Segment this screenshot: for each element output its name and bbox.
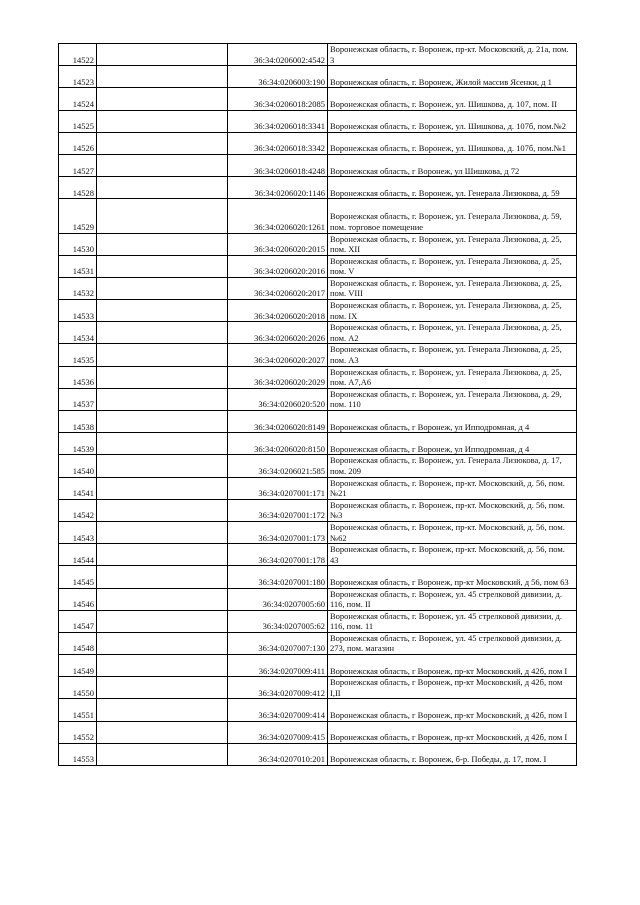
empty-cell bbox=[97, 233, 228, 255]
empty-cell bbox=[97, 499, 228, 521]
table-row bbox=[59, 721, 577, 743]
table-row bbox=[59, 66, 577, 88]
cadastral-number-cell: 36:34:0207005:60 bbox=[228, 588, 328, 610]
empty-cell bbox=[97, 455, 228, 477]
table-row bbox=[59, 132, 577, 154]
cadastral-number-cell: 36:34:0207001:180 bbox=[228, 566, 328, 588]
empty-cell bbox=[97, 477, 228, 499]
table-row bbox=[59, 199, 577, 233]
table-row bbox=[59, 88, 577, 110]
table-row bbox=[59, 388, 577, 410]
table-row bbox=[59, 277, 577, 299]
table-row bbox=[59, 743, 577, 765]
cadastral-number-cell: 36:34:0206020:2016 bbox=[228, 255, 328, 277]
table-row bbox=[59, 177, 577, 199]
table-row bbox=[59, 499, 577, 521]
cadastral-number-cell: 36:34:0207009:412 bbox=[228, 677, 328, 699]
table-row bbox=[59, 233, 577, 255]
table-row bbox=[59, 455, 577, 477]
cadastral-number-cell: 36:34:0206020:2026 bbox=[228, 322, 328, 344]
empty-cell bbox=[97, 521, 228, 543]
cadastral-number-cell: 36:34:0206020:1261 bbox=[228, 199, 328, 233]
cadastral-number-cell: 36:34:0206020:8150 bbox=[228, 433, 328, 455]
row-number-cell: 14537 bbox=[59, 388, 97, 410]
row-number-cell: 14532 bbox=[59, 277, 97, 299]
row-number-cell: 14523 bbox=[59, 66, 97, 88]
address-cell: Воронежская область, г Воронеж, пр-кт Московский, д 42б, пом I bbox=[328, 655, 577, 677]
address-cell: Воронежская область, г. Воронеж, ул. Генерала Лизюкова, д. 25, пом. А3 bbox=[328, 344, 577, 366]
cadastral-number-cell: 36:34:0206020:2029 bbox=[228, 366, 328, 388]
table-row bbox=[59, 366, 577, 388]
table-row bbox=[59, 411, 577, 433]
row-number-cell: 14525 bbox=[59, 110, 97, 132]
cadastral-number-cell: 36:34:0207009:411 bbox=[228, 655, 328, 677]
empty-cell bbox=[97, 677, 228, 699]
empty-cell bbox=[97, 132, 228, 154]
table-row bbox=[59, 521, 577, 543]
cadastral-number-cell: 36:34:0206020:1146 bbox=[228, 177, 328, 199]
row-number-cell: 14526 bbox=[59, 132, 97, 154]
empty-cell bbox=[97, 610, 228, 632]
row-number-cell: 14536 bbox=[59, 366, 97, 388]
row-number-cell: 14548 bbox=[59, 632, 97, 654]
address-cell: Воронежская область, г. Воронеж, ул. Генерала Лизюкова, д. 25, пом. IX bbox=[328, 300, 577, 322]
address-cell: Воронежская область, г. Воронеж, ул. Генерала Лизюкова, д. 59, пом. торговое помещение bbox=[328, 199, 577, 233]
cadastral-number-cell: 36:34:0206018:4248 bbox=[228, 154, 328, 176]
empty-cell bbox=[97, 66, 228, 88]
row-number-cell: 14528 bbox=[59, 177, 97, 199]
empty-cell bbox=[97, 632, 228, 654]
registry-table bbox=[58, 43, 577, 766]
empty-cell bbox=[97, 655, 228, 677]
empty-cell bbox=[97, 566, 228, 588]
address-cell: Воронежская область, г. Воронеж, ул. Генерала Лизюкова, д. 25, пом. VIII bbox=[328, 277, 577, 299]
empty-cell bbox=[97, 277, 228, 299]
empty-cell bbox=[97, 88, 228, 110]
row-number-cell: 14551 bbox=[59, 699, 97, 721]
address-cell: Воронежская область, г Воронеж, пр-кт Московский, д 56, пом 63 bbox=[328, 566, 577, 588]
empty-cell bbox=[97, 721, 228, 743]
row-number-cell: 14533 bbox=[59, 300, 97, 322]
cadastral-number-cell: 36:34:0207001:178 bbox=[228, 544, 328, 566]
row-number-cell: 14531 bbox=[59, 255, 97, 277]
cadastral-number-cell: 36:34:0206020:8149 bbox=[228, 411, 328, 433]
address-cell: Воронежская область, г Воронеж, пр-кт Московский, д 42б, пом I bbox=[328, 699, 577, 721]
row-number-cell: 14547 bbox=[59, 610, 97, 632]
empty-cell bbox=[97, 388, 228, 410]
cadastral-number-cell: 36:34:0206003:190 bbox=[228, 66, 328, 88]
empty-cell bbox=[97, 199, 228, 233]
table-row bbox=[59, 588, 577, 610]
cadastral-number-cell: 36:34:0207001:173 bbox=[228, 521, 328, 543]
empty-cell bbox=[97, 411, 228, 433]
address-cell: Воронежская область, г Воронеж, ул Шишкова, д 72 bbox=[328, 154, 577, 176]
row-number-cell: 14550 bbox=[59, 677, 97, 699]
row-number-cell: 14527 bbox=[59, 154, 97, 176]
empty-cell bbox=[97, 366, 228, 388]
address-cell: Воронежская область, г. Воронеж, ул. Шишкова, д. 107, пом. II bbox=[328, 88, 577, 110]
empty-cell bbox=[97, 322, 228, 344]
row-number-cell: 14534 bbox=[59, 322, 97, 344]
row-number-cell: 14545 bbox=[59, 566, 97, 588]
cadastral-number-cell: 36:34:0207009:415 bbox=[228, 721, 328, 743]
table-row bbox=[59, 544, 577, 566]
table-row bbox=[59, 433, 577, 455]
address-cell: Воронежская область, г. Воронеж, ул. 45 стрелковой дивизии, д. 273, пом. магазин bbox=[328, 632, 577, 654]
cadastral-number-cell: 36:34:0206020:2017 bbox=[228, 277, 328, 299]
row-number-cell: 14530 bbox=[59, 233, 97, 255]
table-row bbox=[59, 300, 577, 322]
table-row bbox=[59, 477, 577, 499]
empty-cell bbox=[97, 344, 228, 366]
cadastral-number-cell: 36:34:0207005:62 bbox=[228, 610, 328, 632]
table-row bbox=[59, 699, 577, 721]
address-cell: Воронежская область, г. Воронеж, ул. Генерала Лизюкова, д. 59 bbox=[328, 177, 577, 199]
cadastral-number-cell: 36:34:0207007:130 bbox=[228, 632, 328, 654]
registry-table-body bbox=[59, 44, 577, 766]
table-row bbox=[59, 344, 577, 366]
cadastral-number-cell: 36:34:0207010:201 bbox=[228, 743, 328, 765]
table-row bbox=[59, 677, 577, 699]
empty-cell bbox=[97, 588, 228, 610]
empty-cell bbox=[97, 743, 228, 765]
table-row bbox=[59, 154, 577, 176]
table-row bbox=[59, 655, 577, 677]
table-row bbox=[59, 566, 577, 588]
empty-cell bbox=[97, 44, 228, 66]
row-number-cell: 14529 bbox=[59, 199, 97, 233]
row-number-cell: 14540 bbox=[59, 455, 97, 477]
cadastral-number-cell: 36:34:0207009:414 bbox=[228, 699, 328, 721]
address-cell: Воронежская область, г. Воронеж, ул. Шишкова, д. 107б, пом.№1 bbox=[328, 132, 577, 154]
cadastral-number-cell: 36:34:0206020:2015 bbox=[228, 233, 328, 255]
cadastral-number-cell: 36:34:0206018:3342 bbox=[228, 132, 328, 154]
table-row bbox=[59, 610, 577, 632]
cadastral-number-cell: 36:34:0206018:2085 bbox=[228, 88, 328, 110]
row-number-cell: 14544 bbox=[59, 544, 97, 566]
empty-cell bbox=[97, 433, 228, 455]
address-cell: Воронежская область, г. Воронеж, ул. Генерала Лизюкова, д. 17, пом. 209 bbox=[328, 455, 577, 477]
row-number-cell: 14524 bbox=[59, 88, 97, 110]
cadastral-number-cell: 36:34:0207001:172 bbox=[228, 499, 328, 521]
row-number-cell: 14522 bbox=[59, 44, 97, 66]
row-number-cell: 14552 bbox=[59, 721, 97, 743]
address-cell: Воронежская область, г Воронеж, пр-кт Московский, д 42б, пом I bbox=[328, 721, 577, 743]
table-row bbox=[59, 44, 577, 66]
address-cell: Воронежская область, г. Воронеж, пр-кт. Московский, д. 56, пом. №62 bbox=[328, 521, 577, 543]
address-cell: Воронежская область, г. Воронеж, Жилой массив Ясенки, д 1 bbox=[328, 66, 577, 88]
cadastral-number-cell: 36:34:0206021:585 bbox=[228, 455, 328, 477]
row-number-cell: 14553 bbox=[59, 743, 97, 765]
address-cell: Воронежская область, г. Воронеж, б-р. Победы, д. 17, пом. I bbox=[328, 743, 577, 765]
cadastral-number-cell: 36:34:0206020:2027 bbox=[228, 344, 328, 366]
address-cell: Воронежская область, г. Воронеж, ул. Генерала Лизюкова, д. 25, пом. V bbox=[328, 255, 577, 277]
empty-cell bbox=[97, 177, 228, 199]
empty-cell bbox=[97, 699, 228, 721]
row-number-cell: 14549 bbox=[59, 655, 97, 677]
address-cell: Воронежская область, г. Воронеж, ул. 45 стрелковой дивизии, д. 116, пом. II bbox=[328, 588, 577, 610]
address-cell: Воронежская область, г. Воронеж, ул. Генерала Лизюкова, д. 29, пом. 110 bbox=[328, 388, 577, 410]
cadastral-number-cell: 36:34:0206002:4542 bbox=[228, 44, 328, 66]
row-number-cell: 14538 bbox=[59, 411, 97, 433]
address-cell: Воронежская область, г. Воронеж, ул. Генерала Лизюкова, д. 25, пом. А7,А6 bbox=[328, 366, 577, 388]
row-number-cell: 14542 bbox=[59, 499, 97, 521]
table-row bbox=[59, 632, 577, 654]
table-row bbox=[59, 255, 577, 277]
address-cell: Воронежская область, г. Воронеж, ул. 45 стрелковой дивизии, д. 116, пом. 11 bbox=[328, 610, 577, 632]
table-row bbox=[59, 322, 577, 344]
address-cell: Воронежская область, г. Воронеж, пр-кт. Московский, д. 21а, пом. 3 bbox=[328, 44, 577, 66]
cadastral-number-cell: 36:34:0206020:2018 bbox=[228, 300, 328, 322]
row-number-cell: 14546 bbox=[59, 588, 97, 610]
row-number-cell: 14541 bbox=[59, 477, 97, 499]
address-cell: Воронежская область, г Воронеж, ул Ипподромная, д 4 bbox=[328, 433, 577, 455]
cadastral-number-cell: 36:34:0206018:3341 bbox=[228, 110, 328, 132]
empty-cell bbox=[97, 110, 228, 132]
cadastral-number-cell: 36:34:0207001:171 bbox=[228, 477, 328, 499]
row-number-cell: 14535 bbox=[59, 344, 97, 366]
address-cell: Воронежская область, г. Воронеж, пр-кт. Московский, д. 56, пом. №21 bbox=[328, 477, 577, 499]
address-cell: Воронежская область, г. Воронеж, ул. Шишкова, д. 107б, пом.№2 bbox=[328, 110, 577, 132]
address-cell: Воронежская область, г. Воронеж, ул. Генерала Лизюкова, д. 25, пом. А2 bbox=[328, 322, 577, 344]
table-row bbox=[59, 110, 577, 132]
empty-cell bbox=[97, 255, 228, 277]
address-cell: Воронежская область, г Воронеж, ул Ипподромная, д 4 bbox=[328, 411, 577, 433]
address-cell: Воронежская область, г. Воронеж, ул. Генерала Лизюкова, д. 25, пом. XII bbox=[328, 233, 577, 255]
address-cell: Воронежская область, г. Воронеж, пр-кт. Московский, д. 56, пом. 43 bbox=[328, 544, 577, 566]
row-number-cell: 14543 bbox=[59, 521, 97, 543]
empty-cell bbox=[97, 154, 228, 176]
row-number-cell: 14539 bbox=[59, 433, 97, 455]
empty-cell bbox=[97, 300, 228, 322]
address-cell: Воронежская область, г Воронеж, пр-кт Московский, д 42б, пом I,II bbox=[328, 677, 577, 699]
empty-cell bbox=[97, 544, 228, 566]
address-cell: Воронежская область, г. Воронеж, пр-кт. Московский, д. 56, пом. №3 bbox=[328, 499, 577, 521]
cadastral-number-cell: 36:34:0206020:520 bbox=[228, 388, 328, 410]
